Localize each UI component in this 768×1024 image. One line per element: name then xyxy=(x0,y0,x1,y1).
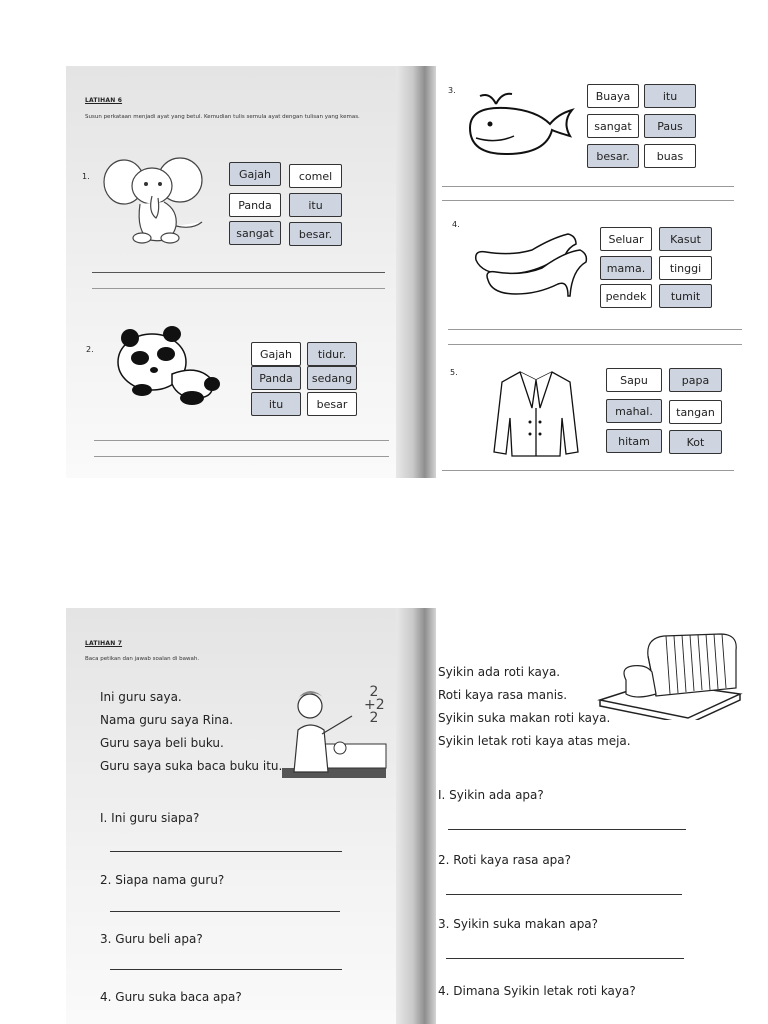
word-card: Panda xyxy=(229,193,281,217)
exercise-instruction: Susun perkataan menjadi ayat yang betul. Kemudian tulis semula ayat dengan tulisan yang kemas. xyxy=(85,114,360,120)
question: 4. Dimana Syikin letak roti kaya? xyxy=(438,984,636,998)
word-card: itu xyxy=(289,193,342,217)
worksheet-spread-latihan-6 xyxy=(66,66,744,478)
passage-line: Syikin letak roti kaya atas meja. xyxy=(438,734,631,748)
answer-line xyxy=(110,969,342,970)
worksheet-spread-latihan-7 xyxy=(66,608,744,1024)
answer-line xyxy=(442,470,734,471)
board-math-digit: 2 xyxy=(369,684,379,700)
reading-passage xyxy=(100,686,282,778)
question-number: 1. xyxy=(82,172,90,181)
passage-line: Roti kaya rasa manis. xyxy=(438,688,568,702)
answer-line xyxy=(92,288,385,289)
question: 2. Siapa nama guru? xyxy=(100,873,225,887)
question: 2. Roti kaya rasa apa? xyxy=(438,853,572,867)
question-number: 2. xyxy=(86,345,94,354)
answer-line xyxy=(94,456,389,457)
answer-line xyxy=(92,272,385,273)
exercise-instruction: Baca petikan dan jawab soalan di bawah. xyxy=(85,656,200,662)
word-card: tumit xyxy=(659,284,712,308)
word-card: itu xyxy=(644,84,696,108)
passage-line: Nama guru saya Rina. xyxy=(100,713,234,727)
word-card: papa xyxy=(669,368,722,392)
word-card: hitam xyxy=(606,429,662,453)
passage-line: Guru saya suka baca buku itu. xyxy=(100,759,283,773)
board-math-digit: 2 xyxy=(369,710,379,726)
word-card: sangat xyxy=(587,114,639,138)
passage-line: Syikin suka makan roti kaya. xyxy=(438,711,611,725)
passage-line: Syikin ada roti kaya. xyxy=(438,665,561,679)
answer-line xyxy=(442,200,734,201)
question: I. Syikin ada apa? xyxy=(438,788,544,802)
question: 3. Syikin suka makan apa? xyxy=(438,917,599,931)
question: 3. Guru beli apa? xyxy=(100,932,203,946)
exercise-heading: LATIHAN 7 xyxy=(85,640,123,647)
word-card: sedang xyxy=(307,366,357,390)
word-card: tinggi xyxy=(659,256,712,280)
word-card: Gajah xyxy=(229,162,281,186)
word-card: Kot xyxy=(669,430,722,454)
word-card: Panda xyxy=(251,366,301,390)
word-card: Seluar xyxy=(600,227,652,251)
jacket-illustration xyxy=(490,368,580,460)
question-number: 3. xyxy=(448,86,456,95)
word-card: besar. xyxy=(587,144,639,168)
word-card: Paus xyxy=(644,114,696,138)
word-card: besar. xyxy=(289,222,342,246)
word-card: tidur. xyxy=(307,342,357,366)
question-number: 4. xyxy=(452,220,460,229)
answer-line xyxy=(448,329,742,330)
answer-line xyxy=(110,851,342,852)
bread-loaf-illustration xyxy=(596,628,744,720)
answer-line xyxy=(110,911,340,912)
whale-illustration xyxy=(466,88,578,160)
word-card: besar xyxy=(307,392,357,416)
answer-line xyxy=(446,894,682,895)
elephant-illustration xyxy=(102,152,214,246)
word-card: comel xyxy=(289,164,342,188)
answer-line xyxy=(448,829,686,830)
board-math-digit: +2 xyxy=(364,697,385,713)
answer-line xyxy=(446,958,684,959)
word-card: buas xyxy=(644,144,696,168)
passage-line: Ini guru saya. xyxy=(100,690,182,704)
answer-line xyxy=(442,186,734,187)
question: 4. Guru suka baca apa? xyxy=(100,990,242,1004)
passage-line: Guru saya beli buku. xyxy=(100,736,224,750)
answer-line xyxy=(94,440,389,441)
word-card: Kasut xyxy=(659,227,712,251)
high-heels-illustration xyxy=(472,230,592,302)
word-card: itu xyxy=(251,392,301,416)
panda-illustration xyxy=(112,324,224,406)
word-card: sangat xyxy=(229,221,281,245)
word-card: mama. xyxy=(600,256,652,280)
word-card: Buaya xyxy=(587,84,639,108)
word-card: Gajah xyxy=(251,342,301,366)
word-card: mahal. xyxy=(606,399,662,423)
word-card: Sapu xyxy=(606,368,662,392)
question-number: 5. xyxy=(450,368,458,377)
question: I. Ini guru siapa? xyxy=(100,811,200,825)
board-math xyxy=(364,686,384,725)
answer-line xyxy=(448,344,742,345)
exercise-heading: LATIHAN 6 xyxy=(85,97,123,104)
word-card: pendek xyxy=(600,284,652,308)
word-card: tangan xyxy=(669,400,722,424)
